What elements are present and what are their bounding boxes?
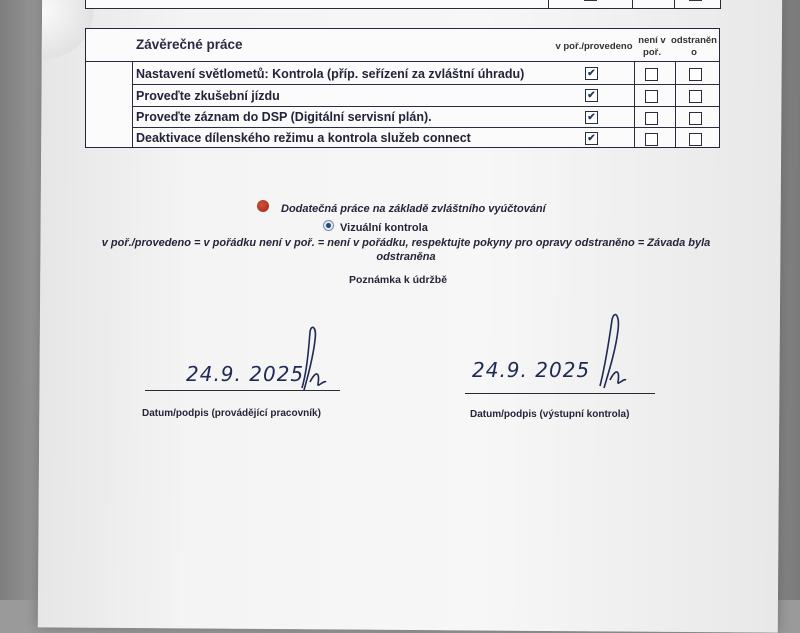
divider [548, 0, 549, 8]
column-divider [675, 61, 676, 147]
row-divider [132, 84, 719, 85]
divider [674, 0, 675, 8]
table-row-label: Proveďte záznam do DSP (Digitální servisní plán). [136, 110, 432, 124]
checkbox-fixed-row-2[interactable] [689, 90, 702, 103]
column-header-ok: v poř./provedeno [555, 41, 633, 52]
table-row-label: Deaktivace dílenského režimu a kontrola služeb connect [136, 131, 471, 145]
handwritten-date-right: 24.9. 2025 [472, 358, 591, 382]
checkbox[interactable] [689, 0, 702, 1]
checkbox-fixed-row-4[interactable] [689, 133, 702, 146]
status-legend: v poř./provedeno = v pořádku není v poř. = není v pořádku, respektujte pokyny pro opravy odstraněno = Závada byla odstraněna [101, 237, 711, 263]
checkbox-ok-row-4[interactable] [585, 132, 598, 145]
checkbox-fixed-row-3[interactable] [689, 112, 702, 125]
signature-left [290, 322, 340, 394]
checkbox-fixed-row-1[interactable] [689, 68, 702, 81]
checkbox-not-ok-row-1[interactable] [645, 68, 658, 81]
signature-line-left [145, 390, 340, 391]
visual-check-icon [323, 220, 334, 231]
table-row-label: Proveďte zkušební jízdu [136, 89, 280, 103]
signature-label-right: Datum/podpis (výstupní kontrola) [470, 409, 630, 420]
row-divider [132, 127, 719, 128]
signature-line-right [465, 393, 655, 394]
signature-right [590, 308, 640, 392]
checkbox-not-ok-row-2[interactable] [645, 90, 658, 103]
column-header-fixed: odstraněn o [671, 35, 717, 58]
column-header-not-ok: není v poř. [638, 35, 666, 58]
visual-check-legend: Vizuální kontrola [340, 222, 428, 234]
table-row-label: Nastavení světlometů: Kontrola (příp. seřízení za zvláštní úhradu) [136, 67, 525, 81]
table-title: Závěrečné práce [136, 37, 243, 52]
checkbox-not-ok-row-4[interactable] [645, 133, 658, 146]
column-divider [132, 61, 133, 147]
signature-label-left: Datum/podpis (provádějící pracovník) [142, 408, 321, 419]
checkbox[interactable] [584, 0, 597, 1]
maintenance-note-label: Poznámka k údržbě [349, 274, 448, 286]
header-divider [86, 61, 719, 62]
extra-work-legend: Dodatečná práce na základě zvláštního vyúčtování [281, 203, 546, 215]
final-work-table [85, 28, 720, 148]
column-divider [634, 61, 635, 147]
handwritten-date-left: 24.9. 2025 [186, 362, 305, 386]
checkbox-ok-row-2[interactable] [585, 89, 598, 102]
extra-work-marker-icon [257, 200, 269, 212]
divider [632, 0, 633, 8]
row-divider [132, 106, 719, 107]
checkbox-not-ok-row-3[interactable] [645, 112, 658, 125]
checkbox-ok-row-3[interactable] [585, 111, 598, 124]
previous-table-bottom [85, 0, 721, 9]
checkbox-ok-row-1[interactable] [585, 67, 598, 80]
